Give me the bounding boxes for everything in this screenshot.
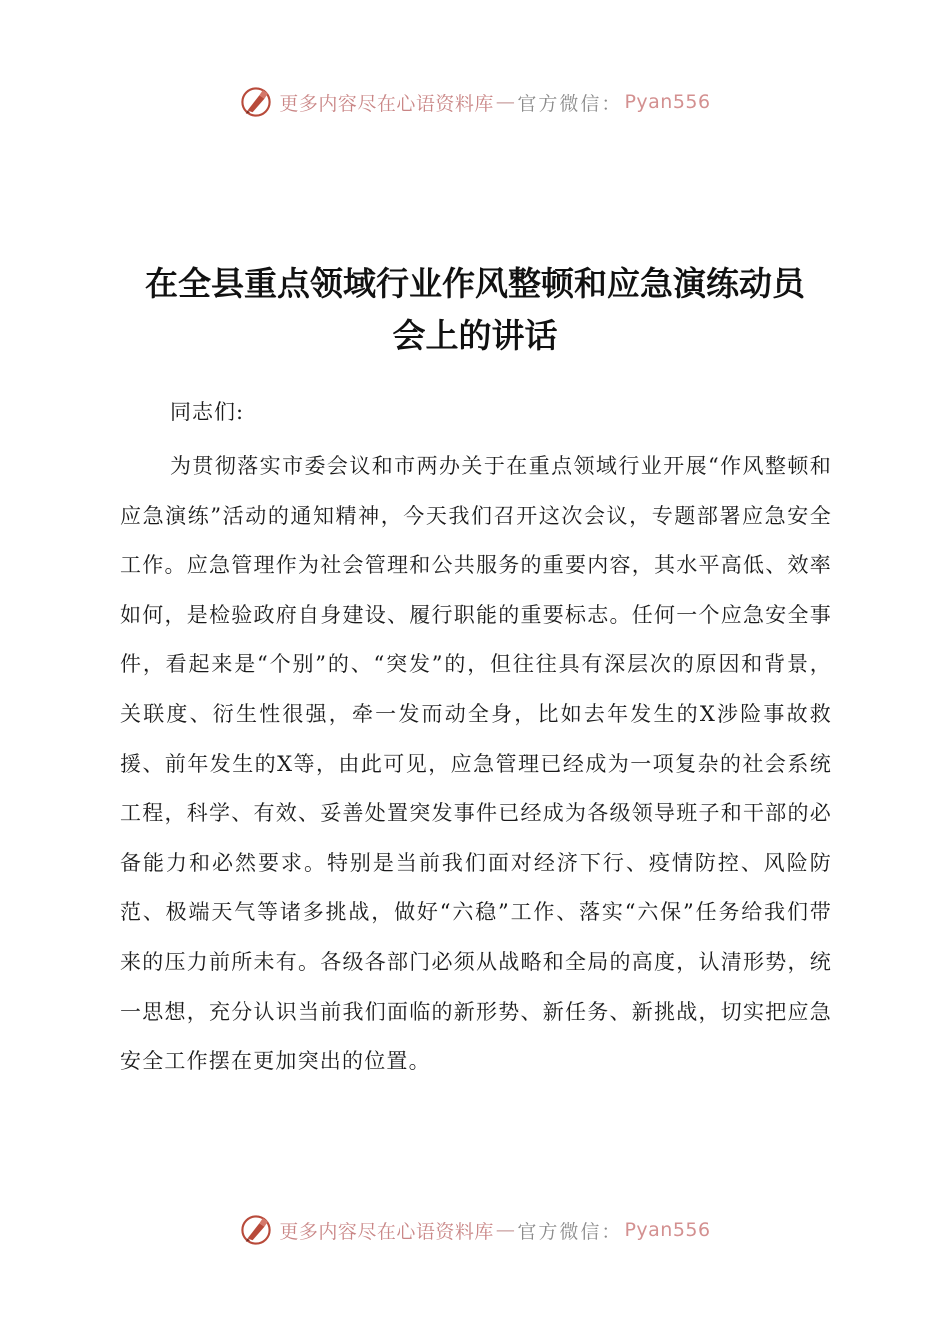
body-paragraph: 为贯彻落实市委会议和市两办关于在重点领域行业开展“作风整顿和应急演练”活动的通知精神，今天我们召开这次会议，专题部署应急安全工作。应急管理作为社会管理和公共服务的重要内容，其水平高低、效率如何，是检验政府自身建设、履行职能的重要标志。任何一个应急安全事件，看起来是“个别”的、“突发”的，但往往具有深层次的原因和背景，关联度、衍生性很强，牵一发而动全身，比如去年发生的X涉险事故救援、前年发生的X等，由此可见，应急管理已经成为一项复杂的社会系统工程，科学、有效、妥善处置突发事件已经成为各级领导班子和干部的必备能力和必然要求。特别是当前我们面对经济下行、疫情防控、风险防范、极端天气等诸多挑战，做好“六稳”工作、落实“六保”任务给我们带来的压力前所未有。各级各部门必须从战略和全局的高度，认清形势，统一思想，充分认识当前我们面临的新形势、新任务、新挑战，切实把应急安全工作摆在更加突出的位置。 [120,454,832,1074]
header-watermark [0,82,950,122]
watermark-wechat-handle: Pyan556 [624,91,711,113]
watermark-text [279,1217,710,1244]
watermark-main-text: 更多内容尽在心语资料库 [279,92,494,115]
watermark-dash: — [495,1219,516,1241]
salutation: 同志们: [170,400,245,424]
watermark-wechat-label: 官方微信： [517,92,623,115]
watermark-wechat-label: 官方微信： [517,1220,623,1243]
watermark-dash: — [495,91,516,113]
title-line-2: 会上的讲话 [392,316,558,355]
watermark-main-text: 更多内容尽在心语资料库 [279,1220,494,1243]
document-title [110,258,840,362]
pen-nib-logo-icon [239,1213,273,1247]
pen-nib-logo-icon [239,85,273,119]
watermark-wechat-handle: Pyan556 [624,1219,711,1241]
watermark-text [279,89,710,116]
title-line-1: 在全县重点领域行业作风整顿和应急演练动员 [145,264,805,303]
footer-watermark [0,1210,950,1250]
